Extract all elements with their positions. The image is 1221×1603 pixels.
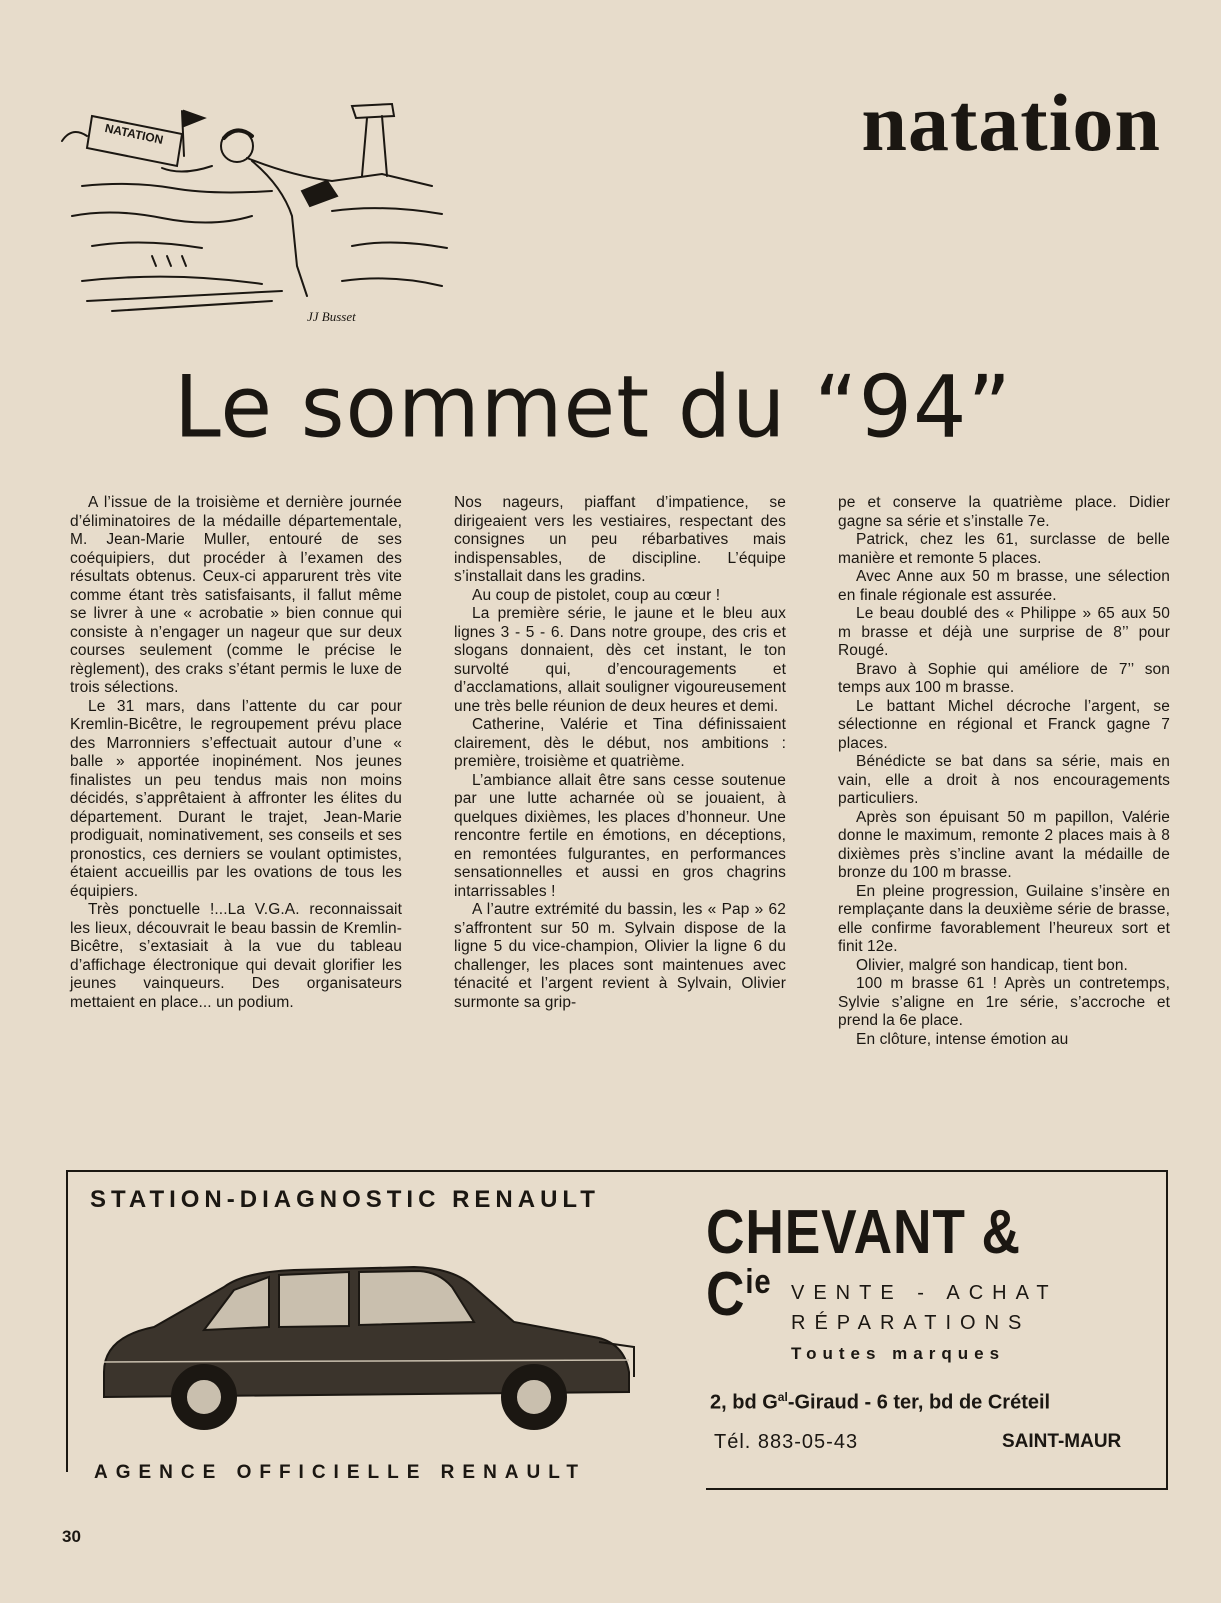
swimmer-leg [252,161,307,296]
car-hubcap [516,1379,552,1415]
water-line [72,212,252,222]
paragraph: L’ambiance allait être sans cesse soutenue par une lutte acharnée où se jouaient, à quelques dixièmes, les places d’honneur. Une rencontre fertile en émotions, en déceptions, en remontées fulgurantes, en performances sensationnelles et aussi en gros chagrins intarrissables ! [454,771,786,900]
paragraph: La première série, le jaune et le bleu aux lignes 3 - 5 - 6. Dans notre groupe, des cris et slogans donnaient, dès cet instant, le ton survolté qui, d’encouragements et d’acclamations, allait souligner vigoureusement une très belle réunion de deux heures et demi. [454,605,786,715]
car-illustration [94,1242,644,1442]
paragraph: Bénédicte se bat dans sa série, mais en vain, elle a droit à nos encouragements particuliers. [838,753,1170,807]
article-column-2 [454,494,786,1124]
paragraph: Patrick, chez les 61, surclasse de belle manière et remonte 5 places. [838,531,1170,567]
ad-city: SAINT-MAUR [1002,1431,1122,1452]
page-number: 30 [62,1527,81,1546]
water-line [82,277,262,284]
water-line [82,184,272,193]
water-line [332,208,442,214]
swimmer-cartoon-drawing [52,96,472,346]
paragraph: A l’issue de la troisième et dernière journée d’éliminatoires de la médaille départementale, M. Jean-Marie Muller, entouré de ses coéquipiers, dut procéder à l’examen des résultats obtenus. Ceux-ci apparurent très vite comme étant très satisfaisants, il fallut même se livrer à une « acrobatie » bien connue qui consiste à n’engager un nageur que sur deux courses seulement (comme le précise le règlement), des craks s’étant permis le luxe de trois sélections. [70,494,402,696]
artist-signature: JJ Busset [307,309,356,324]
paragraph: Nos nageurs, piaffant d’impatience, se dirigeaient vers les vestiaires, respectant des consignes un peu rébarbatives mais indispensables, de discipline. L’équipe s’installait dans les gradins. [454,494,786,585]
address-part: 2, bd G [710,1391,778,1414]
address-part: -Giraud - 6 ter, bd de Créteil [787,1391,1051,1414]
paragraph: En clôture, intense émotion au [856,1030,1069,1048]
ad-services-line-3: Toutes marques [791,1344,1006,1363]
water-line [92,242,202,248]
address-superscript: al [777,1390,788,1404]
swimmer-cartoon-illustration [52,96,472,346]
ad-agency-tagline: AGENCE OFFICIELLE RENAULT [94,1462,587,1483]
water-splash [152,256,186,266]
paragraph: 100 m brasse 61 ! Après un contretemps, Sylvie s’aligne en 1re série, s’accroche et prend la 6e place. [838,975,1170,1029]
article-headline: Le sommet du “94” [174,357,1013,457]
section-title: natation [861,77,1161,168]
brand-superscript: ie [745,1263,772,1301]
paragraph: Très ponctuelle !...La V.G.A. reconnaissait les lieux, découvrait le beau bassin de Kremlin-Bicêtre, s’extasiait à la vue du tableau d’affichage électronique qui devait glorifier les jeunes vainqueurs. Des organisateurs mettaient en place... un podium. [70,901,402,1011]
ad-brand-name [706,1198,1102,1329]
ad-services-line-1: VENTE - ACHAT [791,1282,1058,1304]
paragraph: Avec Anne aux 50 m brasse, une sélection en finale régionale est assurée. [838,568,1170,604]
paragraph: Catherine, Valérie et Tina définissaient clairement, dès le début, nos ambitions : première, troisième et quatrième. [454,716,786,770]
swimmer-arm [162,166,212,172]
brand-text: CHEVANT & C [706,1198,1021,1329]
paragraph: Le 31 mars, dans l’attente du car pour Kremlin-Bicêtre, le regroupement prévu place des Marronniers s’effectuait autour d’une « balle » apportée inopinément. Nos jeunes finalistes un peu tendus mais non moins décidés, s’apprêtaient à affronter les élites du département. Durant le trajet, Jean-Marie prodiguait, nominativement, ses conseils et ses pronostics, ces derniers se voulant optimistes, étaient accueillis par les ovations de tous les équipiers. [70,697,402,900]
diving-tower [362,116,387,176]
paragraph: pe et conserve la quatrième place. Didier gagne sa série et s’installe 7e. [838,494,1170,530]
ad-address [710,1390,1050,1415]
water-line [352,242,447,248]
banner-label: NATATION [103,120,165,147]
water-line [342,278,442,286]
swimmer-body [247,158,432,186]
paragraph: A l’autre extrémité du bassin, les « Pap » 62 s’affrontent sur 50 m. Sylvain dispose de la ligne 5 du vice-champion, Olivier la ligne 6 du challenger, les places sont maintenues avec ténacité et l’argent revient à Sylvain, Olivier surmonte sa grip- [454,901,786,1011]
ad-services-line-2: RÉPARATIONS [791,1312,1031,1334]
paragraph: Olivier, malgré son handicap, tient bon. [856,956,1128,974]
paragraph: Le beau doublé des « Philippe » 65 aux 50 m brasse et déjà une surprise de 8’’ pour Rougé. [838,605,1170,659]
paragraph: Bravo à Sophie qui améliore de 7’’ son temps aux 100 m brasse. [838,660,1170,696]
paragraph: En pleine progression, Guilaine s’insère en remplaçante dans la deuxième série de brasse, elle confirme favorablement l’heureux sort et finit 12e. [838,882,1170,955]
car-window [279,1272,349,1327]
renault-16-drawing [94,1242,644,1442]
paragraph: Le battant Michel décroche l’argent, se sélectionne en régional et Franck gagne 7 places. [838,697,1170,752]
paragraph: Après son épuisant 50 m papillon, Valérie donne le maximum, remonte 2 places mais à 8 dixièmes près s’incline avant la médaille de bronze du 100 m brasse. [838,808,1170,881]
ad-border [66,1172,68,1472]
car-hubcap [186,1379,222,1415]
flag [184,111,204,126]
ad-station-heading: STATION-DIAGNOSTIC RENAULT [90,1186,600,1213]
paragraph: Au coup de pistolet, coup au cœur ! [472,586,721,604]
pool-edge [112,301,272,311]
article-body [70,494,1170,1124]
article-column-1 [70,494,402,1124]
article-column-3 [838,494,1170,1124]
pool-edge [87,291,282,301]
diving-board [352,104,394,118]
banner-hand [62,132,87,141]
renault-advertisement [66,1170,1168,1490]
ad-telephone: Tél. 883-05-43 [714,1431,859,1453]
ad-border [706,1488,1166,1490]
swimsuit [302,181,337,206]
